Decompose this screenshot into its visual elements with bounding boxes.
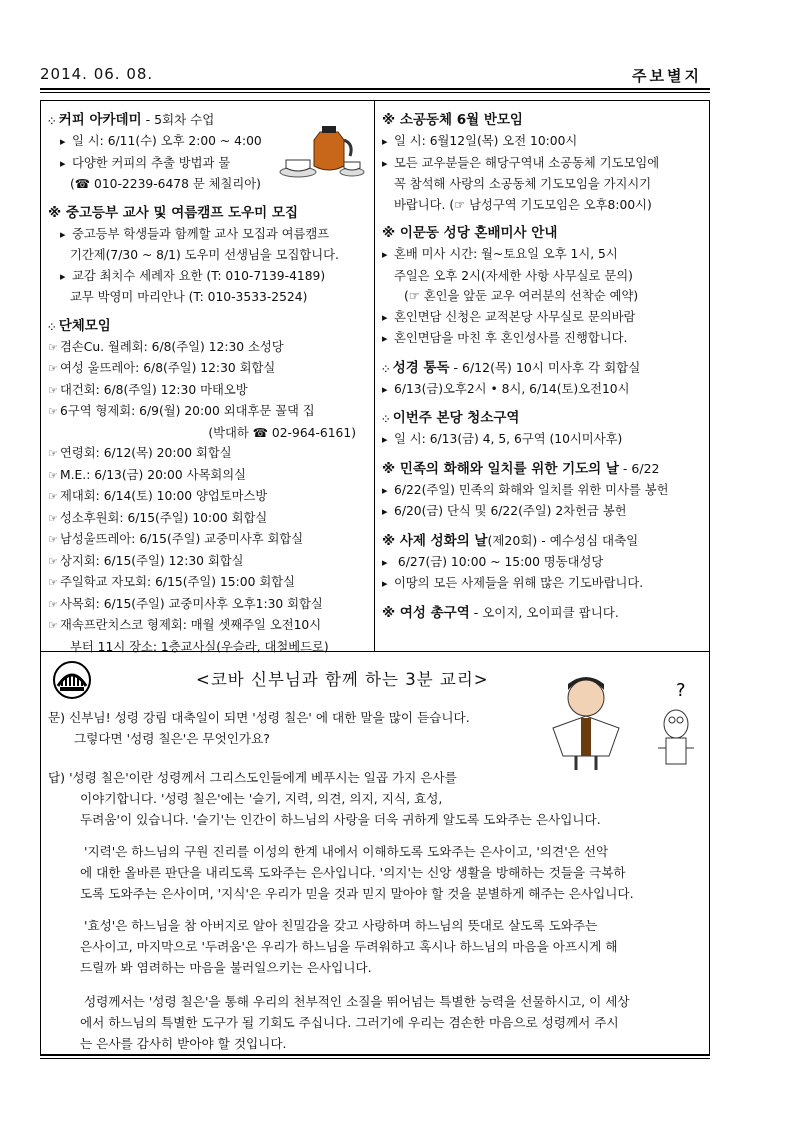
answer-line-1: 답) '성령 칠은'이란 성령께서 그리스도인들에게 베푸시는 일곱 가지 은사를: [48, 770, 457, 785]
column-divider: [374, 100, 375, 652]
list-item: ▸ 6/13(금)오후2시 • 8시, 6/14(토)오전10시: [382, 379, 704, 401]
women-district-section: ※ 여성 총구역 - 오이지, 오이피클 팝니다.: [382, 604, 619, 621]
list-item: ▸ 일 시: 6/11(수) 오후 2:00 ~ 4:00: [48, 131, 368, 153]
triangle-bullet-icon: ▸: [382, 483, 388, 497]
answer-line-2: 이야기합니다. '성령 칠은'에는 '슬기, 지력, 의견, 의지, 지식, 효성,: [80, 791, 443, 806]
triangle-bullet-icon: ▸: [382, 382, 388, 396]
list-item: ▸ 혼배 미사 시간: 월~토요일 오후 1시, 5시: [382, 244, 704, 266]
pointing-hand-icon: ☞: [48, 468, 58, 482]
list-item: 교무 박영미 마리안나 (T: 010-3533-2524): [70, 290, 308, 304]
list-item: ☞ 대건회: 6/8(주일) 12:30 마태오방: [48, 380, 368, 402]
list-item: ▸ 교감 최치수 세례자 요한 (T: 010-7139-4189): [48, 266, 368, 288]
cross-mark-icon: ※: [48, 204, 66, 221]
pointing-hand-icon: ☞: [48, 490, 58, 503]
pointing-hand-icon: ☞: [48, 340, 58, 354]
list-item: ☞ 상지회: 6/15(주일) 12:30 회합실: [48, 551, 368, 573]
list-item: ▸ 6/20(금) 단식 및 6/22(주일) 2차헌금 봉헌: [382, 501, 704, 523]
paragraph-line: '지력'은 하느님의 구원 진리를 이성의 한계 내에서 이해하도록 도와주는 은사이고, '의견'은 선악: [84, 844, 609, 859]
list-item: ▸ 혼인면담 신청은 교적본당 사무실로 문의바람: [382, 307, 704, 329]
list-item: ▸ 일 시: 6/13(금) 4, 5, 6구역 (10시미사후): [382, 429, 704, 451]
pointing-hand-icon: ☞: [48, 597, 58, 611]
cross-mark-icon: ※: [382, 460, 400, 477]
list-item: ▸ 이땅의 모든 사제들을 위해 많은 기도바랍니다.: [382, 573, 704, 595]
unity-prayer-section: ※ 민족의 화해와 일치를 위한 기도의 날 - 6/22 ▸ 6/22(주일) 민족의 화해와 일치를 위한 미사를 봉헌 ▸ 6/20(금) 단식 및 6/22(주일) 2차헌금 봉헌: [382, 457, 704, 523]
page-header: [40, 62, 710, 90]
list-item: ▸ 혼인면담을 마친 후 혼인성사를 진행합니다.: [382, 328, 704, 350]
list-item: ▸ 6/22(주일) 민족의 화해와 일치를 위한 미사를 봉헌: [382, 480, 704, 502]
triangle-bullet-icon: ▸: [60, 269, 66, 283]
dots-icon: ⁘: [382, 415, 393, 425]
list-item: ☞ 사목회: 6/15(주일) 교중미사후 오후1:30 회합실: [48, 594, 368, 616]
catechism-title: <코바 신부님과 함께 하는 3분 교리>: [196, 670, 489, 689]
footer-rule-thin: [40, 1058, 710, 1059]
list-item: ☞ 연령회: 6/12(목) 20:00 회합실: [48, 443, 368, 465]
paragraph-line: 성령께서는 '성령 칠은'을 통해 우리의 천부적인 소질을 뛰어넘는 특별한 능력을 선물하시고, 이 세상: [84, 994, 630, 1009]
list-item: ☞ 여성 울뜨레아: 6/8(주일) 12:30 회합실: [48, 358, 368, 380]
group-meetings-section: ⁘ 단체모임 ☞ 겸손Cu. 월례회: 6/8(주일) 12:30 소성당 ☞ 여성 울뜨레아: 6/8(주일) 12:30 회합실 ☞ 대건회: 6/8(주일) 12:30 마태오방 ☞ 6구역 형제회: 6/9(월) 20:00 외대후문 꼴댁 집 (박대하 ☎ 02-964-6161) ☞ 연령회: 6/12(목) 20:00 회합실 ☞ M.E.: 6/13(금) 20:00 사목회의실 ☞ 제대회: 6/14(토) 10:00 양업토마스방 ☞ 성소후원회: 6/15(주일) 10:00 회합실 ☞ 남성울뜨레아: 6/15(주일) 교중미사후 회합실 ☞ 상지회: 6/15(주일) 12:30 회합실 ☞ 주일학교 자모회: 6/15(주일) 15:00 회합실 ☞ 사목회: 6/15(주일) 교중미사후 오후1:30 회합실 ☞ 재속프란치스코 형제회: 매월 셋째주일 오전10시 부터 11시 장소: 1층교사실(우슬라, 대철베드로): [48, 314, 368, 658]
pointing-hand-icon: ☞: [48, 554, 58, 568]
triangle-bullet-icon: ▸: [382, 577, 388, 590]
paragraph-line: 도록 도와주는 은사이며, '지식'은 우리가 믿을 것과 믿지 말아야 할 것을 분별하게 해주는 은사입니다.: [80, 886, 634, 901]
issue-date: 2014. 06. 08.: [40, 65, 154, 83]
cross-mark-icon: ※: [382, 604, 400, 621]
priest-sanctification-section: ※ 사제 성화의 날(제20회) - 예수성심 대축일 ▸ 6/27(금) 10:00 ~ 15:00 명동대성당 ▸ 이땅의 모든 사제들을 위해 많은 기도바랍니다.: [382, 529, 704, 595]
pointing-hand-icon: ☞: [48, 619, 58, 632]
triangle-bullet-icon: ▸: [60, 156, 66, 170]
list-item: ▸ 일 시: 6월12일(목) 오전 10:00시: [382, 131, 704, 153]
pointing-hand-icon: ☞: [48, 405, 58, 418]
list-item: ☞ 주일학교 자모회: 6/15(주일) 15:00 회합실: [48, 572, 368, 594]
dots-icon: ⁘: [48, 117, 59, 127]
triangle-bullet-icon: ▸: [382, 555, 388, 569]
paragraph-line: 는 은사를 감사히 받아야 할 것입니다.: [80, 1036, 287, 1051]
list-item: 바랍니다. (☞ 남성구역 기도모임은 오후8:00시): [394, 197, 652, 212]
list-item: (☞ 혼인을 앞둔 교우 여러분의 선착순 예약): [404, 289, 639, 303]
bible-reading-section: ⁘ 성경 통독 - 6/12(목) 10시 미사후 각 회합실 ▸ 6/13(금)오후2시 • 8시, 6/14(토)오전10시: [382, 356, 704, 401]
triangle-bullet-icon: ▸: [60, 227, 66, 241]
cross-mark-icon: ※: [382, 532, 400, 549]
list-item: ☞ 남성울뜨레아: 6/15(주일) 교중미사후 회합실: [48, 529, 368, 551]
right-column: [382, 104, 704, 627]
list-item: 기간제(7/30 ~ 8/1) 도우미 선생님을 모집합니다.: [70, 248, 339, 262]
pointing-hand-icon: ☞: [48, 447, 58, 460]
youth-teacher-section: ※ 중고등부 교사 및 여름캠프 도우미 모집 ▸ 중고등부 학생들과 함께할 교사 모집과 여름캠프 기간제(7/30 ~ 8/1) 도우미 선생님을 모집합니다. ▸ 교감 최치수 세례자 요한 (T: 010-7139-4189) 교무 박영미 마리안나 (T: 010-3533-2524): [48, 201, 368, 308]
list-item: ▸ 중고등부 학생들과 함께할 교사 모집과 여름캠프: [48, 224, 368, 246]
paragraph-line: 드릴까 봐 염려하는 마음을 불러일으키는 은사입니다.: [80, 960, 372, 975]
list-item: ☞ 재속프란치스코 형제회: 매월 셋째주일 오전10시: [48, 615, 368, 637]
list-item: ☞ 6구역 형제회: 6/9(월) 20:00 외대후문 꼴댁 집: [48, 401, 368, 423]
bulletin-title: 주보별지: [632, 67, 702, 85]
triangle-bullet-icon: ▸: [382, 433, 388, 446]
pointing-hand-icon: ☞: [48, 533, 58, 546]
pointing-hand-icon: ☞: [48, 362, 58, 375]
community-section: ※ 소공동체 6월 반모임 ▸ 일 시: 6월12일(목) 오전 10:00시 ▸ 모든 교우분들은 해당구역내 소공동체 기도모임에 꼭 참석해 사랑의 소공동체 기도모임을 가지시기 바랍니다. (☞ 남성구역 기도모임은 오후8:00시): [382, 108, 704, 215]
list-item: ☞ M.E.: 6/13(금) 20:00 사목회의실: [48, 465, 368, 487]
paragraph-line: '효성'은 하느님을 참 아버지로 알아 친밀감을 갖고 사랑하며 하느님의 뜻대로 살도록 도와주는: [84, 918, 598, 933]
dots-icon: ⁘: [382, 364, 393, 375]
contact-line: (박대하 ☎ 02-964-6161): [208, 425, 356, 440]
left-column: [48, 104, 368, 663]
contact-line: (☎ 010-2239-6478 문 체칠리아): [70, 177, 261, 191]
paragraph-line: 에서 하느님의 특별한 도구가 될 기회도 주십니다. 그러기에 우리는 겸손한 마음으로 성령께서 주시: [80, 1015, 619, 1030]
triangle-bullet-icon: ▸: [60, 135, 66, 148]
cross-mark-icon: ※: [382, 112, 400, 128]
triangle-bullet-icon: ▸: [382, 135, 388, 148]
list-item: ▸ 모든 교우분들은 해당구역내 소공동체 기도모임에: [382, 153, 704, 175]
question-line-2: 그렇다면 '성령 칠은'은 무엇인가요?: [74, 731, 270, 746]
pointing-hand-icon: ☞: [48, 511, 58, 525]
pointing-hand-icon: ☞: [48, 383, 58, 397]
cross-mark-icon: ※: [382, 225, 400, 241]
cleaning-section: ⁘ 이번주 본당 청소구역 ▸ 일 시: 6/13(금) 4, 5, 6구역 (10시미사후): [382, 406, 704, 451]
answer-line-3: 두려움'이 있습니다. '슬기'는 인간이 하느님의 사랑을 더욱 귀하게 알도록 도와주는 은사입니다.: [80, 812, 601, 827]
triangle-bullet-icon: ▸: [382, 332, 388, 345]
list-item: 부터 11시 장소: 1층교사실(우슬라, 대철베드로): [70, 639, 329, 654]
list-item: ☞ 성소후원회: 6/15(주일) 10:00 회합실: [48, 508, 368, 530]
header-rule-thin: [40, 92, 710, 93]
paragraph-line: 에 대한 올바른 판단을 내리도록 도와주는 은사입니다. '의지'는 신앙 생활을 방해하는 것들을 극복하: [80, 865, 626, 880]
paragraph-line: 은사이고, 마지막으로 '두려움'은 우리가 하느님을 두려워하고 혹시나 하느님의 마음을 아프시게 해: [80, 939, 618, 954]
list-item: ▸ 다양한 커피의 추출 방법과 물: [48, 153, 368, 175]
header-rule: [40, 88, 710, 90]
wedding-section: ※ 이문동 성당 혼배미사 안내 ▸ 혼배 미사 시간: 월~토요일 오후 1시, 5시 주일은 오후 2시(자세한 사항 사무실로 문의) (☞ 혼인을 앞둔 교우 여러분의 선착순 예약) ▸ 혼인면담 신청은 교적본당 사무실로 문의바람 ▸ 혼인면담을 마친 후 혼인성사를 진행합니다.: [382, 221, 704, 350]
priest-illustration-icon: [548, 668, 698, 778]
triangle-bullet-icon: ▸: [382, 156, 388, 170]
list-item: ☞ 겸손Cu. 월례회: 6/8(주일) 12:30 소성당: [48, 337, 368, 359]
list-item: 꼭 참석해 사랑의 소공동체 기도모임을 가지시기: [394, 177, 652, 191]
triangle-bullet-icon: ▸: [382, 248, 388, 261]
list-item: 주일은 오후 2시(자세한 사항 사무실로 문의): [394, 268, 633, 283]
triangle-bullet-icon: ▸: [382, 310, 388, 324]
list-item: ▸ 6/27(금) 10:00 ~ 15:00 명동대성당: [382, 552, 704, 574]
pointing-hand-icon: ☞: [48, 576, 58, 589]
parish-logo-icon: [52, 660, 92, 700]
section-title: ⁘ 커피 아카데미 - 5회차 수업: [48, 112, 215, 128]
footer-rule: [40, 1054, 710, 1056]
dots-icon: ⁘: [48, 322, 59, 333]
question-line-1: 문) 신부님! 성령 강림 대축일이 되면 '성령 칠은' 에 대한 말을 많이 듣습니다.: [48, 710, 470, 725]
coffee-pot-icon: [270, 122, 366, 182]
svg-text:?: ?: [676, 680, 686, 701]
list-item: ☞ 제대회: 6/14(토) 10:00 양업토마스방: [48, 486, 368, 508]
triangle-bullet-icon: ▸: [382, 505, 388, 518]
